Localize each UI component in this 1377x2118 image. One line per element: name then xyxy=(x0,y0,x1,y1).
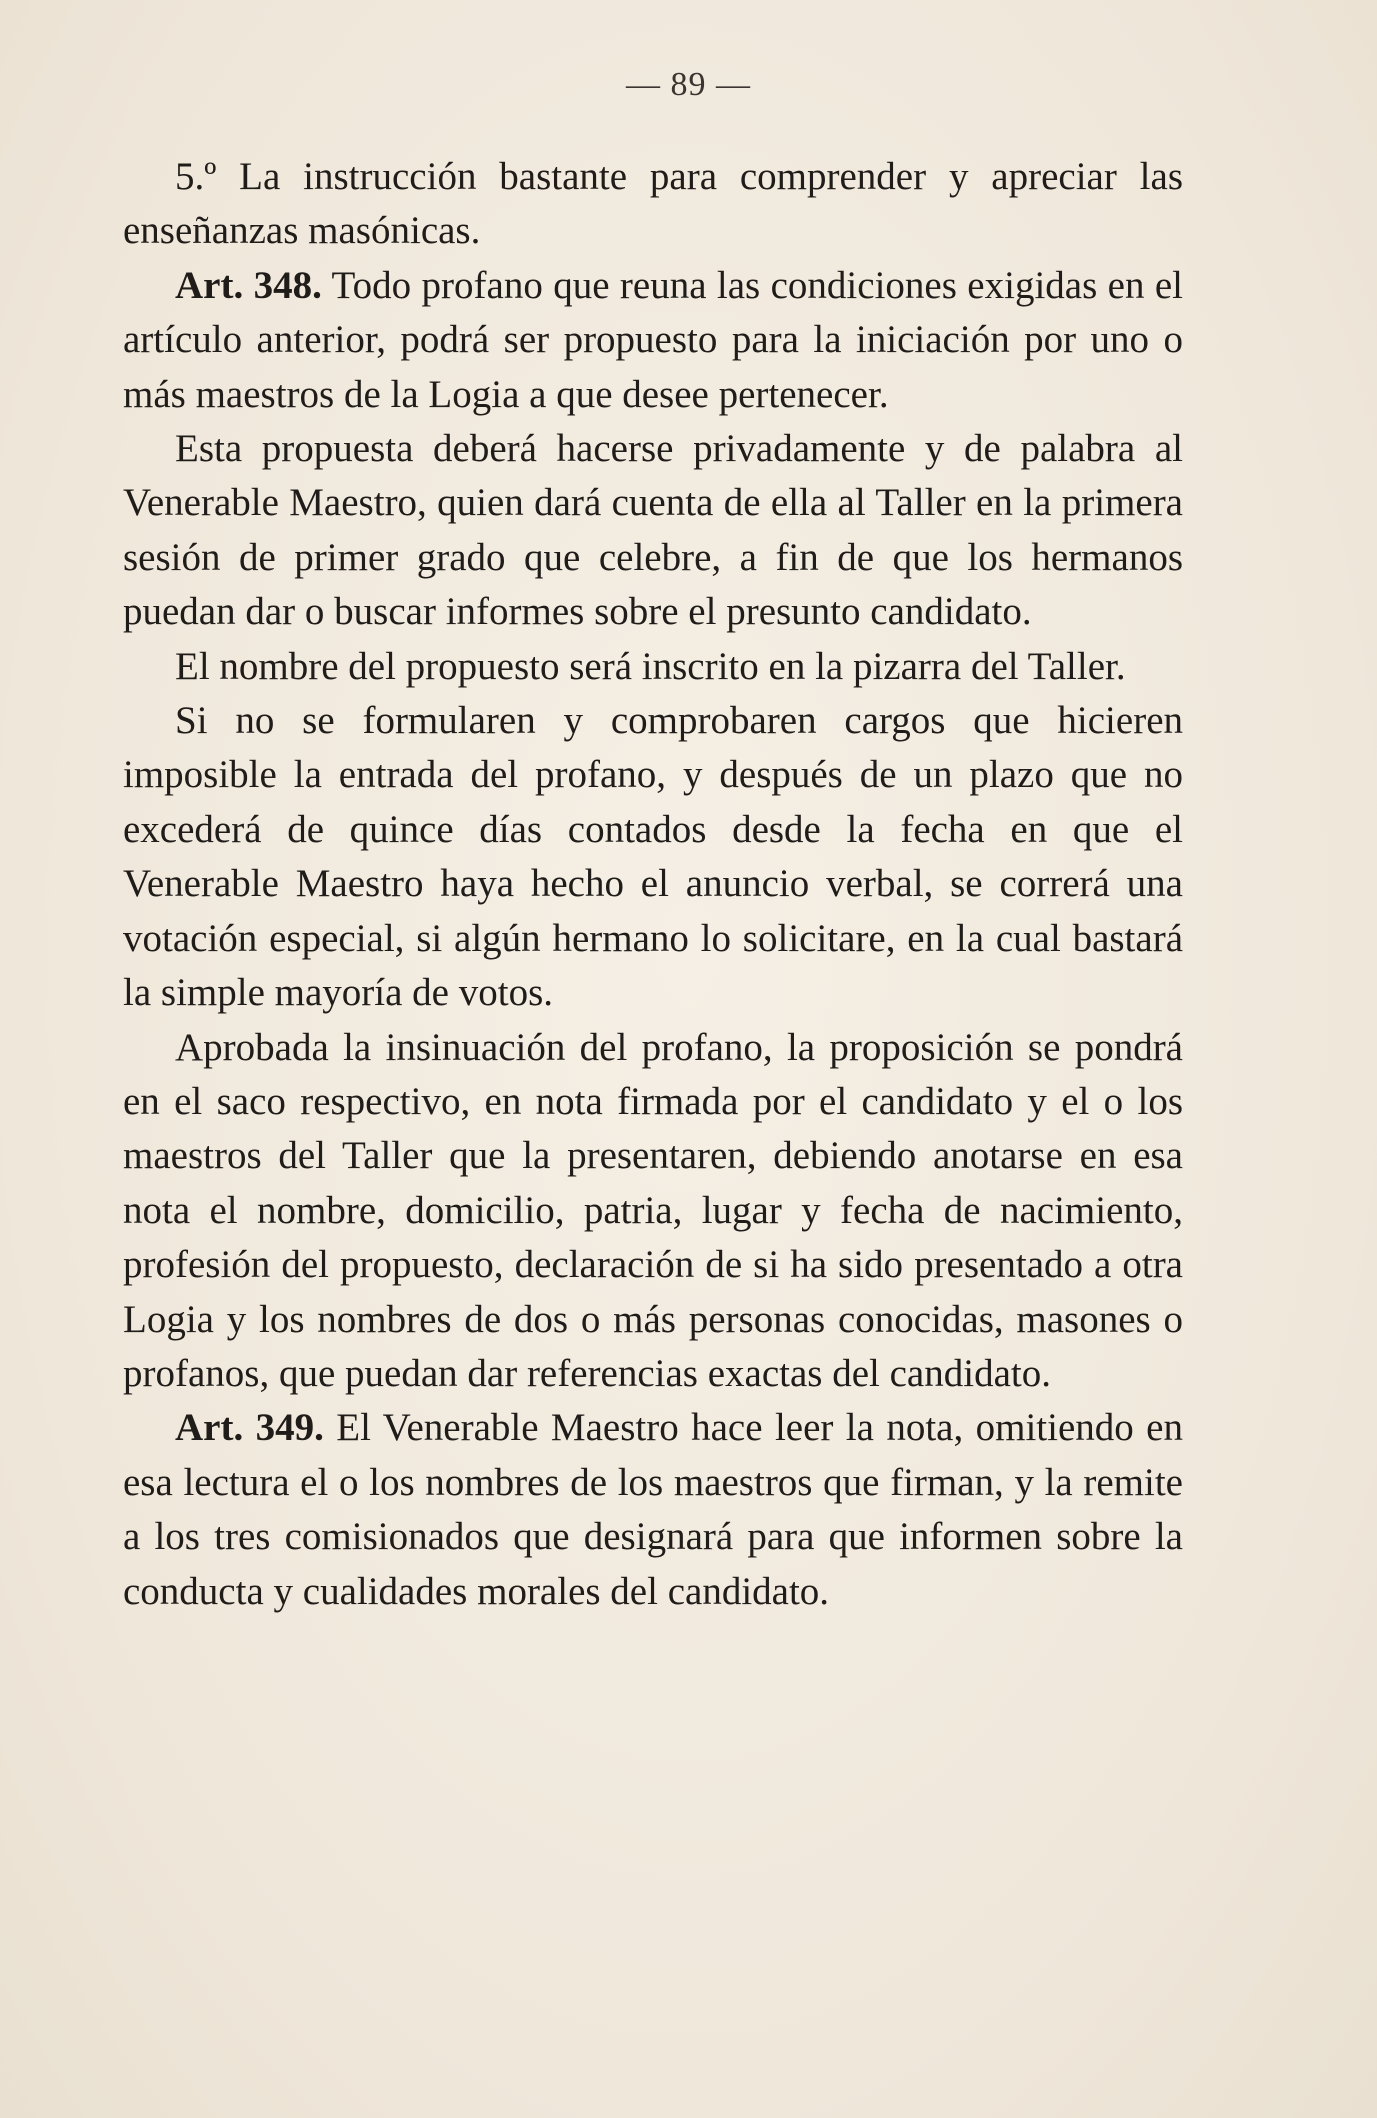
article-label: Art. 349. xyxy=(175,1406,324,1450)
body-text xyxy=(123,150,1183,1619)
paragraph-propuesta xyxy=(123,422,1183,640)
paragraph-text: 5.º La instrucción bastante para comprender y apreciar las enseñanzas masónicas. xyxy=(123,155,1183,253)
paragraph-art-349 xyxy=(123,1401,1183,1619)
paragraph-text: Esta propuesta deberá hacerse privadamente y de palabra al Venerable Maestro, quien dará cuenta de ella al Taller en la primera sesión de primer grado que celebre, a fin de que los hermanos puedan dar o buscar informes sobre el presunto candidato. xyxy=(123,427,1183,634)
article-label: Art. 348. xyxy=(175,263,322,307)
paragraph-text: El Venerable Maestro hace leer la nota, omitiendo en esa lectura el o los nombres de los maestros que firman, y la remite a los tres comisionados que designará para que informen sobre la conducta y cualidades morales del candidato. xyxy=(123,1406,1183,1613)
paragraph-text: Todo profano que reuna las condiciones exigidas en el artículo anterior, podrá ser propuesto para la iniciación por uno o más maestros de la Logia a que desee pertenecer. xyxy=(123,263,1183,416)
paragraph-item-5 xyxy=(123,150,1183,259)
paragraph-text: Si no se formularen y comprobaren cargos que hicieren imposible la entrada del profano, y después de un plazo que no excederá de quince días contados desde la fecha en que el Venerable Maestro haya hecho el anuncio verbal, se correrá una votación especial, si algún hermano lo solicitare, en la cual bastará la simple mayoría de votos. xyxy=(123,699,1183,1015)
paragraph-aprobada xyxy=(123,1021,1183,1402)
paragraph-text: Aprobada la insinuación del profano, la proposición se pondrá en el saco respectivo, en nota firmada por el candidato y el o los maestros del Taller que la presentaren, debiendo anotarse en esa nota el nombre, domicilio, patria, lugar y fecha de nacimiento, profesión del propuesto, declaración de si ha sido presentado a otra Logia y los nombres de dos o más personas conocidas, masones o profanos, que puedan dar referencias exactas del candidato. xyxy=(123,1025,1183,1395)
paragraph-text: El nombre del propuesto será inscrito en la pizarra del Taller. xyxy=(175,644,1126,688)
paragraph-cargos xyxy=(123,694,1183,1020)
paragraph-nombre xyxy=(123,640,1183,694)
paragraph-art-348 xyxy=(123,259,1183,422)
page-number: — 89 — xyxy=(626,66,751,103)
